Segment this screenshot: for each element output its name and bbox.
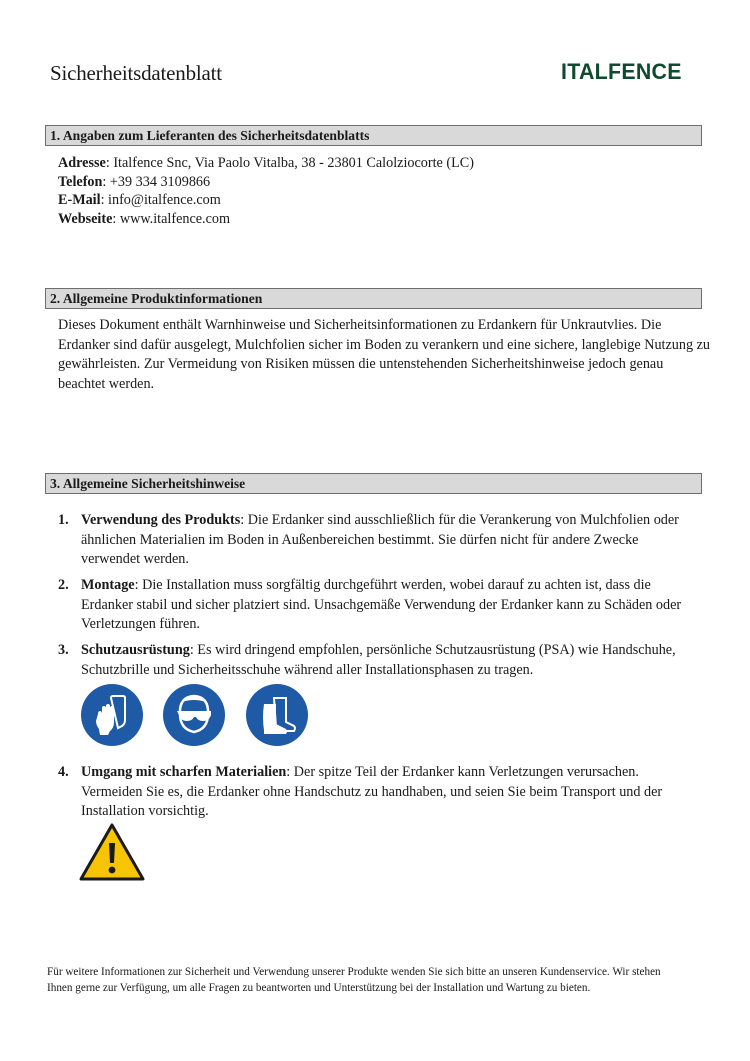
product-info-paragraph: Dieses Dokument enthält Warnhinweise und Sicherheitsinformationen zu Erdankern für Unkrautvlies. Die Erdanker sind dafür ausgelegt, Mulchfolien sicher im Boden zu verankern und eine sichere, langlebige Nutzung zu gewährleisten. Zur Vermeidung von Risiken müssen die untenstehenden Sicherheitshinweise jedoch genau beachtet werden. [58, 317, 711, 392]
list-item [58, 641, 698, 680]
document-title: Sicherheitsdatenblatt [50, 61, 222, 85]
email-line [58, 191, 474, 210]
safety-goggles-icon [163, 684, 225, 746]
safety-boots-icon [246, 684, 308, 746]
website-line [58, 210, 474, 229]
list-item-text: : Der spitze Teil der Erdanker kann Verletzungen verursachen. Vermeiden Sie es, die Erdanker ohne Handschutz zu handhaben, und seien Sie beim Transport und der Installation vorsichtig. [81, 764, 663, 820]
section-1-heading: 1. Angaben zum Lieferanten des Sicherheitsdatenblatts [45, 125, 702, 146]
italfence-logo: ITALFENCE [561, 59, 682, 84]
gloves-icon [81, 684, 143, 746]
list-item-title: Verwendung des Produkts [81, 512, 241, 528]
list-item [58, 576, 698, 635]
phone-label: Telefon [58, 173, 103, 190]
list-item-text: : Die Erdanker sind ausschließlich für die Verankerung von Mulchfolien oder ähnlichen Materialien im Boden in Außenbereichen bestimmt. Sie dürfen nicht für andere Zwecke verwendet werden. [81, 512, 679, 568]
footer-note: Für weitere Informationen zur Sicherheit und Verwendung unserer Produkte wenden Sie sich bitte an unseren Kundenservice. Wir stehen Ihnen gerne zur Verfügung, um alle Fragen zu beantworten und Unterstützung bei der Installation und Wartung zu bieten. [47, 966, 661, 994]
list-item-text: : Die Installation muss sorgfältig durchgeführt werden, wobei darauf zu achten ist, dass die Erdanker stabil und sicher platziert sind. Unsachgemäße Verwendung der Erdanker kann zu Schäden oder Verletzungen führen. [81, 577, 682, 633]
website-value: : www.italfence.com [112, 210, 231, 227]
supplier-info [58, 154, 474, 228]
address-label: Adresse [58, 155, 106, 171]
list-number: 2. [58, 577, 69, 593]
list-item-title: Schutzausrüstung [81, 642, 190, 658]
list-number: 4. [58, 764, 69, 780]
list-number: 3. [58, 642, 69, 658]
list-item-title: Umgang mit scharfen Materialien [81, 764, 287, 780]
list-item [58, 763, 698, 822]
section-3-heading: 3. Allgemeine Sicherheitshinweise [45, 473, 702, 494]
warning-triangle-icon [79, 823, 145, 881]
list-item-text: : Es wird dringend empfohlen, persönliche Schutzausrüstung (PSA) wie Handschuhe, Schutzbrille und Sicherheitsschuhe während aller Installationsphasen zu tragen. [81, 642, 676, 678]
phone-value: : +39 334 3109866 [102, 173, 211, 190]
section-2-heading: 2. Allgemeine Produktinformationen [45, 288, 702, 309]
website-label: Webseite [58, 210, 113, 227]
address-line [58, 154, 474, 173]
list-item [58, 511, 698, 570]
email-label: E-Mail [58, 192, 101, 208]
list-item-title: Montage [81, 577, 135, 593]
list-number: 1. [58, 512, 69, 528]
phone-line [58, 173, 474, 192]
address-value: : Italfence Snc, Via Paolo Vitalba, 38 - 23801 Calolziocorte (LC) [105, 155, 474, 171]
email-value: : info@italfence.com [100, 192, 221, 208]
